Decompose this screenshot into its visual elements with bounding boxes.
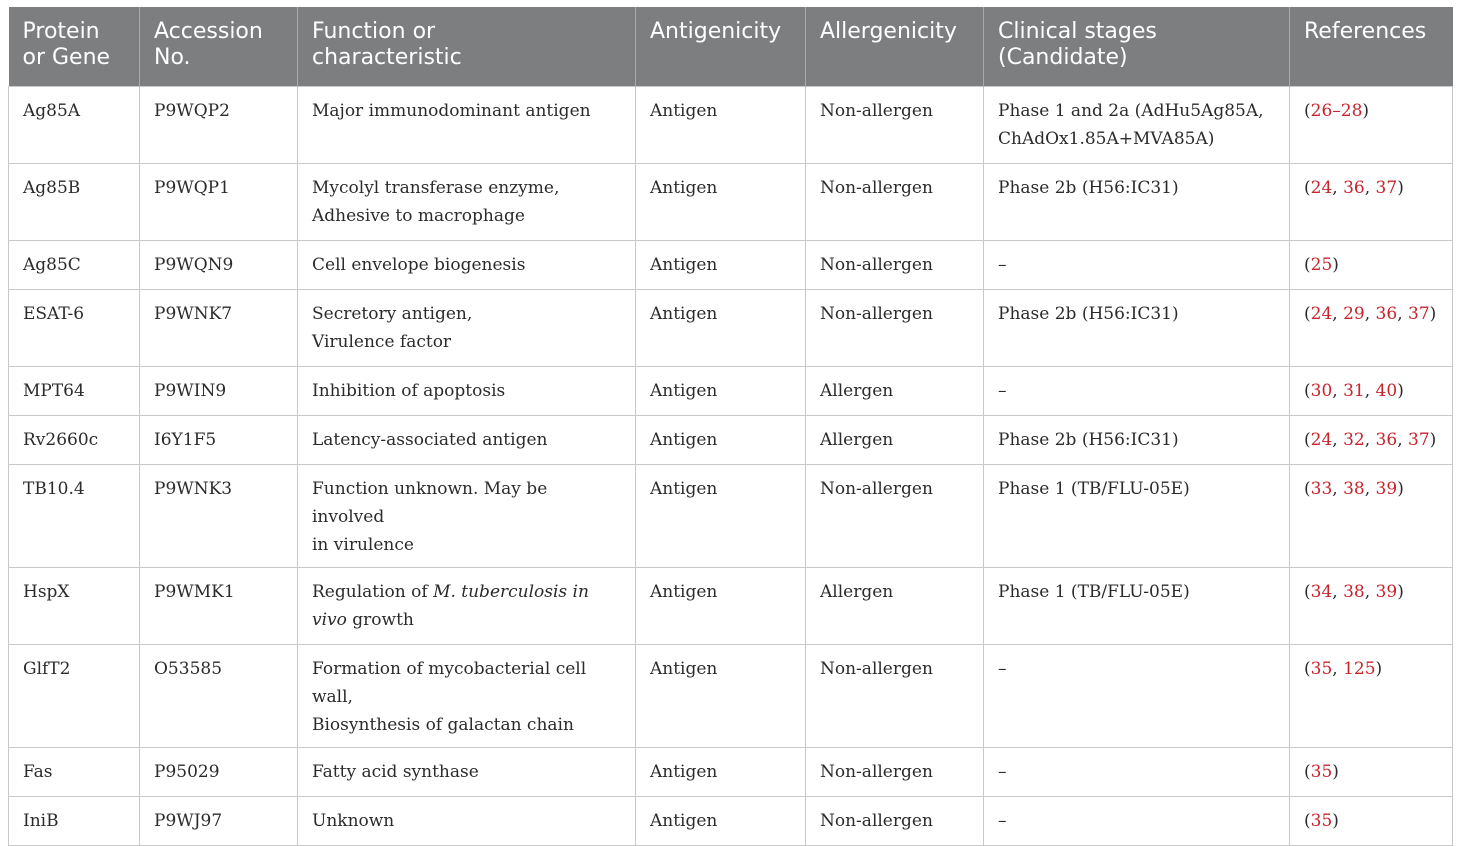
cell-antigenicity: Antigen <box>636 416 806 465</box>
table-row <box>9 241 1453 290</box>
cell-accession: P9WIN9 <box>140 367 298 416</box>
cell-function: Function unknown. May be involved in virulence <box>298 465 636 568</box>
cell-allergenicity: Non-allergen <box>806 164 984 241</box>
reference-link[interactable]: 24 <box>1310 304 1333 324</box>
cell-accession: P95029 <box>140 748 298 797</box>
cell-clinical-stage: – <box>984 241 1290 290</box>
cell-antigenicity: Antigen <box>636 797 806 846</box>
reference-link[interactable]: 24 <box>1310 178 1333 198</box>
cell-references: (34, 38, 39) <box>1290 568 1453 645</box>
cell-accession: P9WQP2 <box>140 87 298 164</box>
cell-protein: Fas <box>9 748 140 797</box>
reference-link[interactable]: 35 <box>1310 762 1333 782</box>
cell-clinical-stage: Phase 2b (H56:IC31) <box>984 164 1290 241</box>
header-accession: Accession No. <box>140 7 298 87</box>
cell-allergenicity: Non-allergen <box>806 797 984 846</box>
reference-link[interactable]: 31 <box>1343 381 1365 401</box>
cell-clinical-stage: – <box>984 645 1290 748</box>
reference-link[interactable]: 37 <box>1375 178 1398 198</box>
cell-antigenicity: Antigen <box>636 87 806 164</box>
cell-allergenicity: Non-allergen <box>806 645 984 748</box>
table-row <box>9 748 1453 797</box>
reference-link[interactable]: 38 <box>1343 479 1365 499</box>
reference-link[interactable]: 125 <box>1343 659 1376 679</box>
cell-references: (35) <box>1290 748 1453 797</box>
cell-function: Unknown <box>298 797 636 846</box>
cell-accession: O53585 <box>140 645 298 748</box>
reference-link[interactable]: 36 <box>1375 430 1398 450</box>
table-body <box>9 87 1453 846</box>
table-row <box>9 87 1453 164</box>
table-row <box>9 290 1453 367</box>
cell-antigenicity: Antigen <box>636 290 806 367</box>
cell-accession: P9WQN9 <box>140 241 298 290</box>
cell-clinical-stage: – <box>984 748 1290 797</box>
reference-link[interactable]: 25 <box>1310 255 1333 275</box>
cell-protein: Ag85C <box>9 241 140 290</box>
cell-function: Inhibition of apoptosis <box>298 367 636 416</box>
cell-function: Cell envelope biogenesis <box>298 241 636 290</box>
cell-function: Formation of mycobacterial cell wall, Biosynthesis of galactan chain <box>298 645 636 748</box>
reference-link[interactable]: 30 <box>1310 381 1333 401</box>
cell-clinical-stage: Phase 1 (TB/FLU-05E) <box>984 568 1290 645</box>
cell-function: Fatty acid synthase <box>298 748 636 797</box>
cell-references: (24, 36, 37) <box>1290 164 1453 241</box>
reference-link[interactable]: 26–28 <box>1310 101 1363 121</box>
protein-table <box>8 7 1453 846</box>
cell-clinical-stage: Phase 2b (H56:IC31) <box>984 290 1290 367</box>
table-header-row <box>9 7 1453 87</box>
cell-protein: ESAT-6 <box>9 290 140 367</box>
header-references: References <box>1290 7 1453 87</box>
cell-allergenicity: Non-allergen <box>806 465 984 568</box>
table-row <box>9 797 1453 846</box>
header-antigenicity: Antigenicity <box>636 7 806 87</box>
cell-accession: I6Y1F5 <box>140 416 298 465</box>
cell-references: (30, 31, 40) <box>1290 367 1453 416</box>
reference-link[interactable]: 24 <box>1310 430 1333 450</box>
cell-allergenicity: Non-allergen <box>806 290 984 367</box>
cell-function: Regulation of M. tuberculosis in vivo growth <box>298 568 636 645</box>
cell-allergenicity: Non-allergen <box>806 241 984 290</box>
cell-antigenicity: Antigen <box>636 748 806 797</box>
cell-references: (35, 125) <box>1290 645 1453 748</box>
table-row <box>9 367 1453 416</box>
cell-protein: IniB <box>9 797 140 846</box>
table-row <box>9 645 1453 748</box>
reference-link[interactable]: 36 <box>1375 304 1398 324</box>
reference-link[interactable]: 39 <box>1375 582 1398 602</box>
cell-references: (25) <box>1290 241 1453 290</box>
cell-antigenicity: Antigen <box>636 367 806 416</box>
header-function: Function or characteristic <box>298 7 636 87</box>
cell-accession: P9WQP1 <box>140 164 298 241</box>
reference-link[interactable]: 37 <box>1408 304 1430 324</box>
header-allergenicity: Allergenicity <box>806 7 984 87</box>
reference-link[interactable]: 34 <box>1310 582 1333 602</box>
reference-link[interactable]: 39 <box>1375 479 1398 499</box>
cell-function: Major immunodominant antigen <box>298 87 636 164</box>
reference-link[interactable]: 35 <box>1310 659 1333 679</box>
cell-references: (24, 29, 36, 37) <box>1290 290 1453 367</box>
cell-function: Latency-associated antigen <box>298 416 636 465</box>
cell-antigenicity: Antigen <box>636 465 806 568</box>
cell-antigenicity: Antigen <box>636 164 806 241</box>
header-clinical-stages: Clinical stages (Candidate) <box>984 7 1290 87</box>
reference-link[interactable]: 35 <box>1310 811 1333 831</box>
cell-clinical-stage: Phase 2b (H56:IC31) <box>984 416 1290 465</box>
cell-protein: MPT64 <box>9 367 140 416</box>
cell-references: (26–28) <box>1290 87 1453 164</box>
cell-protein: Ag85A <box>9 87 140 164</box>
reference-link[interactable]: 36 <box>1343 178 1365 198</box>
cell-allergenicity: Allergen <box>806 568 984 645</box>
cell-references: (35) <box>1290 797 1453 846</box>
reference-link[interactable]: 29 <box>1343 304 1365 324</box>
cell-allergenicity: Allergen <box>806 416 984 465</box>
cell-accession: P9WNK3 <box>140 465 298 568</box>
cell-accession: P9WMK1 <box>140 568 298 645</box>
cell-protein: Rv2660c <box>9 416 140 465</box>
cell-protein: HspX <box>9 568 140 645</box>
cell-allergenicity: Allergen <box>806 367 984 416</box>
cell-antigenicity: Antigen <box>636 645 806 748</box>
header-protein: Protein or Gene <box>9 7 140 87</box>
reference-link[interactable]: 38 <box>1343 582 1365 602</box>
table-row <box>9 465 1453 568</box>
reference-link[interactable]: 32 <box>1343 430 1365 450</box>
table-row <box>9 568 1453 645</box>
data-table-container <box>8 7 1452 846</box>
cell-antigenicity: Antigen <box>636 568 806 645</box>
cell-protein: GlfT2 <box>9 645 140 748</box>
table-row <box>9 416 1453 465</box>
cell-protein: TB10.4 <box>9 465 140 568</box>
reference-link[interactable]: 33 <box>1310 479 1333 499</box>
cell-references: (33, 38, 39) <box>1290 465 1453 568</box>
cell-clinical-stage: Phase 1 and 2a (AdHu5Ag85A, ChAdOx1.85A+MVA85A) <box>984 87 1290 164</box>
cell-clinical-stage: – <box>984 367 1290 416</box>
cell-accession: P9WNK7 <box>140 290 298 367</box>
cell-clinical-stage: Phase 1 (TB/FLU-05E) <box>984 465 1290 568</box>
cell-protein: Ag85B <box>9 164 140 241</box>
reference-link[interactable]: 37 <box>1408 430 1430 450</box>
cell-references: (24, 32, 36, 37) <box>1290 416 1453 465</box>
cell-antigenicity: Antigen <box>636 241 806 290</box>
cell-function: Secretory antigen, Virulence factor <box>298 290 636 367</box>
cell-allergenicity: Non-allergen <box>806 748 984 797</box>
table-row <box>9 164 1453 241</box>
cell-allergenicity: Non-allergen <box>806 87 984 164</box>
cell-accession: P9WJ97 <box>140 797 298 846</box>
cell-clinical-stage: – <box>984 797 1290 846</box>
cell-function: Mycolyl transferase enzyme, Adhesive to macrophage <box>298 164 636 241</box>
reference-link[interactable]: 40 <box>1375 381 1398 401</box>
